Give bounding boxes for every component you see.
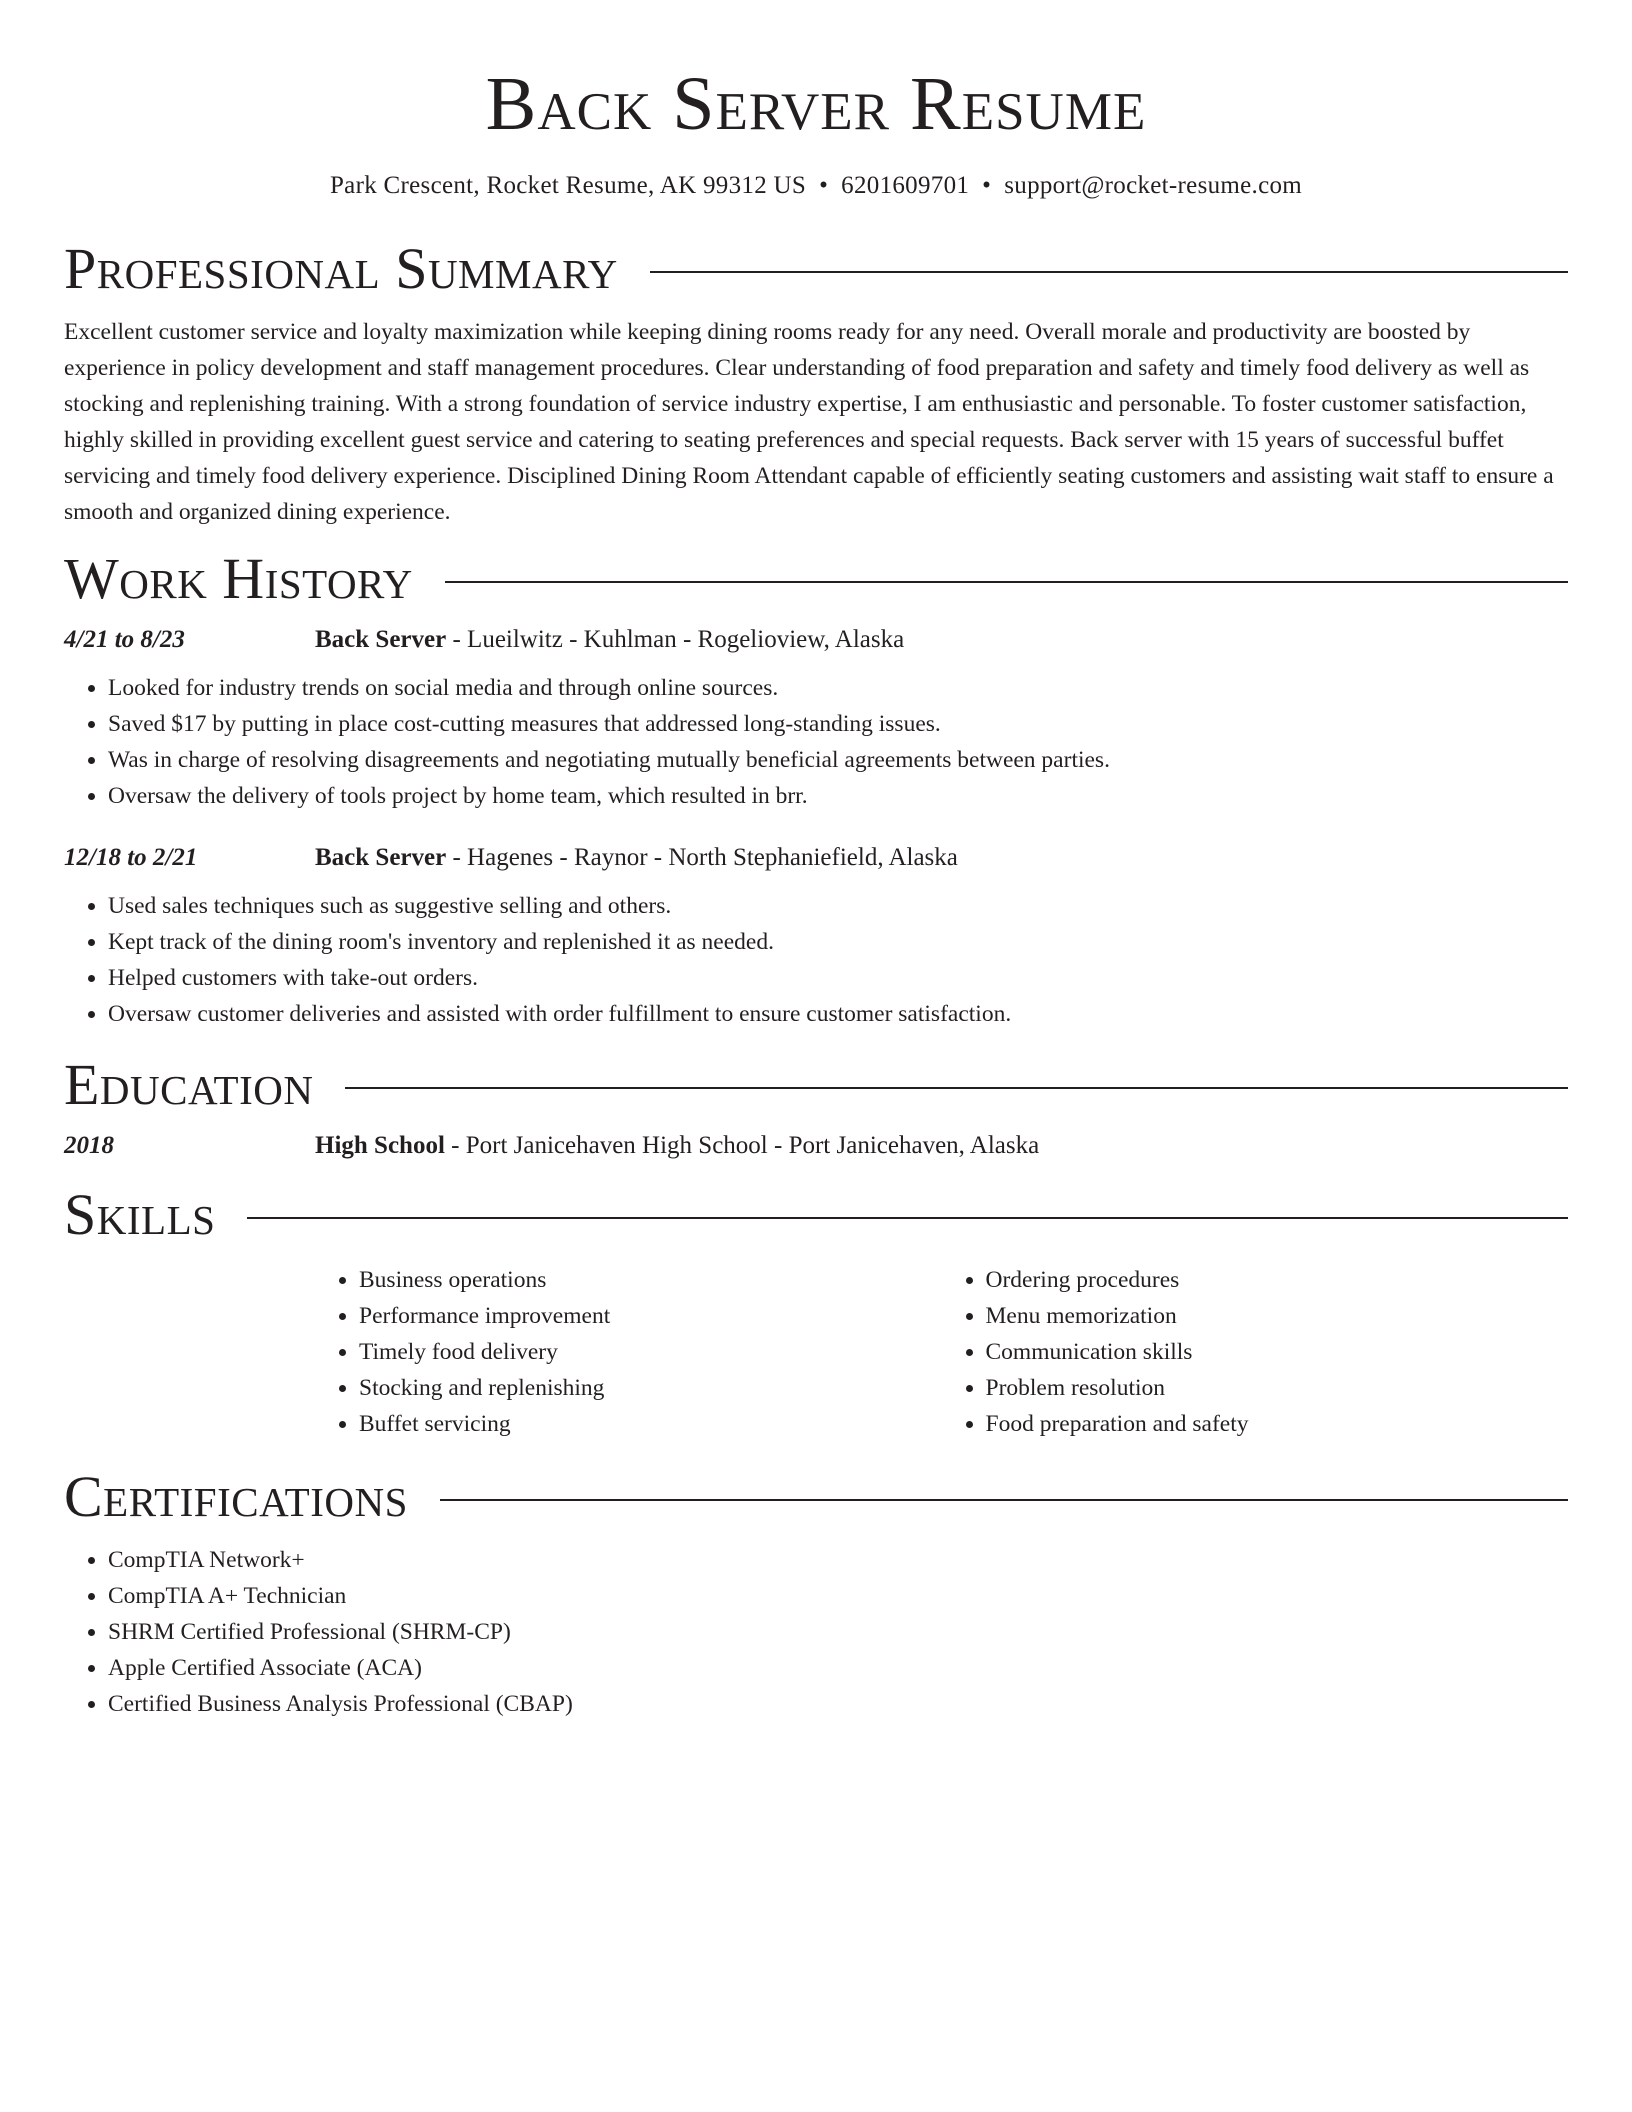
- work-bullets: [64, 670, 1568, 814]
- job-details: - Lueilwitz - Kuhlman - Rogelioview, Alaska: [446, 626, 905, 653]
- list-item: • Saved $17 by putting in place cost-cutting measures that addressed long-standing issues.: [108, 706, 1568, 742]
- list-item: • Was in charge of resolving disagreements and negotiating mutually beneficial agreements between parties.: [108, 742, 1568, 778]
- list-item: • Menu memorization: [986, 1298, 1569, 1334]
- section-divider: [445, 581, 1568, 583]
- work-dates: 4/21 to 8/23: [64, 626, 185, 653]
- list-item: • CompTIA Network+: [108, 1542, 1568, 1578]
- work-title-line: [315, 844, 958, 872]
- list-item: • Stocking and replenishing: [359, 1370, 942, 1406]
- work-entry-header: [64, 844, 1568, 872]
- work-title-line: [315, 626, 904, 654]
- contact-separator: •: [819, 172, 829, 199]
- work-dates: 12/18 to 2/21: [64, 844, 198, 871]
- list-item: • Timely food delivery: [359, 1334, 942, 1370]
- education-year: 2018: [64, 1132, 114, 1159]
- section-divider: [345, 1087, 1568, 1089]
- list-item: • Communication skills: [986, 1334, 1569, 1370]
- job-title: Back Server: [315, 626, 447, 653]
- work-entry: [64, 844, 1568, 1032]
- summary-text: Excellent customer service and loyalty maximization while keeping dining rooms ready for any need. Overall morale and productivity are boosted by experience in policy development and staff management procedures. Clear understanding of food preparation and safety and timely food delivery as well as stocking and replenishing training. With a strong foundation of service industry expertise, I am enthusiastic and personable. To foster customer satisfaction, highly skilled in providing excellent guest service and catering to seating preferences and special requests. Back server with 15 years of successful buffet servicing and timely food delivery experience. Disciplined Dining Room Attendant capable of efficiently seating customers and assisting wait staff to ensure a smooth and organized dining experience.: [64, 319, 1554, 525]
- education-section-header: [64, 1052, 1568, 1118]
- list-item: • Certified Business Analysis Professional (CBAP): [108, 1686, 1568, 1722]
- certifications-list: [64, 1542, 1568, 1722]
- list-item: • SHRM Certified Professional (SHRM-CP): [108, 1614, 1568, 1650]
- contact-line: [64, 172, 1568, 200]
- certifications-section-title: Certifications: [64, 1464, 408, 1529]
- list-item: • Helped customers with take-out orders.: [108, 960, 1568, 996]
- skills-column-right: [942, 1262, 1569, 1442]
- job-title: Back Server: [315, 844, 447, 871]
- education-details: - Port Janicehaven High School - Port Janicehaven, Alaska: [444, 1132, 1040, 1159]
- work-bullets: [64, 888, 1568, 1032]
- list-item: • Food preparation and safety: [986, 1406, 1569, 1442]
- job-details: - Hagenes - Raynor - North Stephaniefield, Alaska: [446, 844, 958, 871]
- section-divider: [247, 1217, 1568, 1219]
- list-item: • Used sales techniques such as suggestive selling and others.: [108, 888, 1568, 924]
- contact-address: Park Crescent, Rocket Resume, AK 99312 US: [329, 172, 807, 199]
- skills-column-left: [315, 1262, 942, 1442]
- section-divider: [650, 271, 1568, 273]
- list-item: • Ordering procedures: [986, 1262, 1569, 1298]
- list-item: • Problem resolution: [986, 1370, 1569, 1406]
- list-item: • Oversaw customer deliveries and assisted with order fulfillment to ensure customer satisfaction.: [108, 996, 1568, 1032]
- work-section-title: Work History: [64, 546, 413, 611]
- education-title-line: [315, 1132, 1039, 1160]
- contact-separator: •: [982, 172, 992, 199]
- list-item: • Business operations: [359, 1262, 942, 1298]
- list-item: • Looked for industry trends on social media and through online sources.: [108, 670, 1568, 706]
- list-item: • CompTIA A+ Technician: [108, 1578, 1568, 1614]
- list-item: • Kept track of the dining room's inventory and replenished it as needed.: [108, 924, 1568, 960]
- education-entry: [64, 1132, 1568, 1160]
- skills-section-title: Skills: [64, 1182, 216, 1247]
- summary-section-title: Professional Summary: [64, 236, 618, 301]
- contact-phone: 6201609701: [841, 172, 970, 199]
- section-divider: [440, 1499, 1568, 1501]
- summary-section-header: [64, 236, 1568, 302]
- work-section-header: [64, 546, 1568, 612]
- certifications-section-header: [64, 1464, 1568, 1530]
- work-entry-header: [64, 626, 1568, 654]
- list-item: • Performance improvement: [359, 1298, 942, 1334]
- work-entry: [64, 626, 1568, 814]
- resume-name: Back Server Resume: [485, 62, 1147, 146]
- contact-email: support@rocket-resume.com: [1004, 172, 1303, 199]
- skills-list: [315, 1262, 1568, 1442]
- skills-section-header: [64, 1182, 1568, 1248]
- degree: High School: [315, 1132, 445, 1159]
- list-item: • Oversaw the delivery of tools project by home team, which resulted in brr.: [108, 778, 1568, 814]
- list-item: • Buffet servicing: [359, 1406, 942, 1442]
- education-section-title: Education: [64, 1052, 314, 1117]
- list-item: • Apple Certified Associate (ACA): [108, 1650, 1568, 1686]
